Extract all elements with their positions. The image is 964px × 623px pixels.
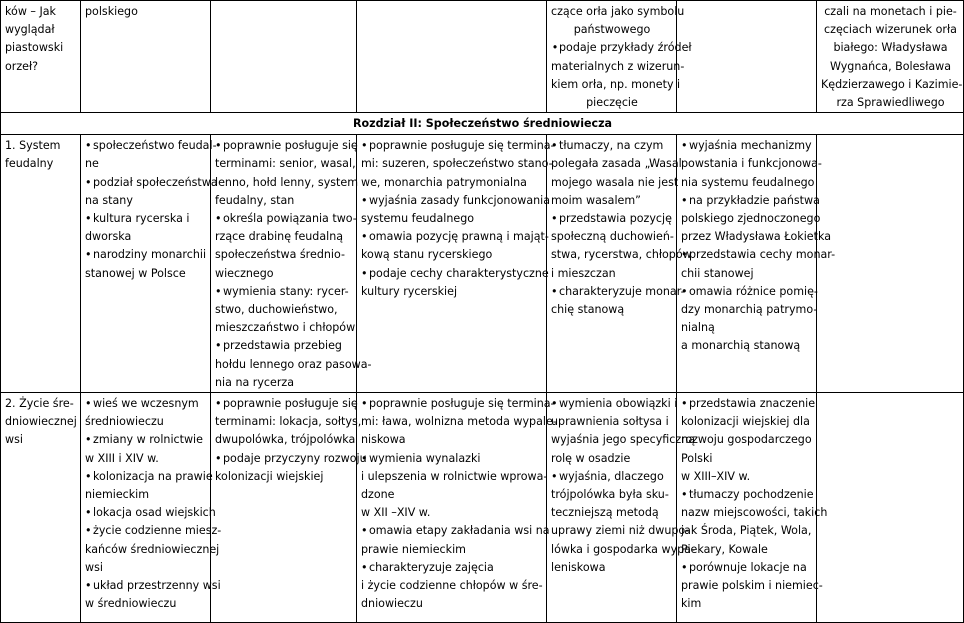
requirements-basic-cell bbox=[211, 135, 372, 393]
text-line: rzące drabinę feudalną bbox=[215, 230, 344, 244]
text-line: dzy monarchią patrymo- bbox=[681, 303, 818, 317]
text-line: mieszczaństwo i chłopów bbox=[215, 321, 356, 335]
text-line: czące orła jako symbolu bbox=[551, 5, 685, 18]
requirements-extended-cell bbox=[357, 393, 557, 623]
text-line: Wygnańca, Bolesława bbox=[829, 59, 952, 73]
text-line: wyjaśnia jego specyficzną bbox=[551, 433, 696, 447]
text-line: mojego wasala nie jest bbox=[551, 175, 679, 189]
bullet-item: • wyjaśnia zasady funkcjonowania bbox=[361, 192, 543, 210]
text-line: piastowski bbox=[5, 41, 64, 55]
text-line: wyglądał bbox=[5, 23, 55, 37]
text-line: rza Sprawiedliwego bbox=[836, 96, 945, 110]
bullet-item: • zmiany w rolnictwie bbox=[85, 431, 207, 449]
text-line: jak Środa, Piątek, Wola, bbox=[681, 524, 812, 538]
text-line: stwo, duchowieństwo, bbox=[215, 303, 338, 317]
text-line: Polski bbox=[681, 451, 713, 465]
bullet-item: • wyjaśnia mechanizmy bbox=[681, 137, 813, 155]
topic-cell bbox=[1, 1, 81, 113]
requirements-basic-cell bbox=[211, 1, 357, 113]
requirements-extended-cell bbox=[357, 135, 555, 393]
bullet-item: • omawia pozycję prawną i mająt- bbox=[361, 228, 543, 246]
text-line: w XIII–XIV w. bbox=[681, 469, 751, 483]
text-line: wiecznego bbox=[215, 266, 274, 280]
bullet-item: • lokacja osad wiejskich bbox=[85, 504, 207, 522]
text-line: kiem orła, np. monety i bbox=[551, 77, 681, 91]
bullet-item: • przedstawia pozycję bbox=[551, 210, 673, 228]
text-line: stanowej w Polsce bbox=[85, 266, 186, 280]
text-line: ków – Jak bbox=[5, 5, 56, 18]
bullet-item: • tłumaczy, na czym bbox=[551, 137, 673, 155]
text-line: lenno, hołd lenny, system bbox=[215, 175, 359, 189]
text-line: nia systemu feudalnego bbox=[681, 175, 815, 189]
text-line: wsi bbox=[85, 560, 103, 574]
bullet-item: • wymienia obowiązki i bbox=[551, 395, 673, 413]
text-line: systemu feudalnego bbox=[361, 212, 475, 226]
text-line: kolonizacji wiejskiej bbox=[215, 469, 324, 483]
text-line: chii stanowej bbox=[681, 266, 754, 280]
bullet-item: • tłumaczy pochodzenie bbox=[681, 486, 813, 504]
text-line: w średniowieczu bbox=[85, 597, 177, 611]
text-line: kową stanu rycerskiego bbox=[361, 248, 493, 262]
text-line: hołdu lennego oraz pasowa- bbox=[215, 357, 372, 371]
text-line: uprawy ziemi niż dwupo- bbox=[551, 524, 690, 538]
text-line: dniowieczu bbox=[361, 597, 423, 611]
text-line: polskiego zjednoczonego bbox=[681, 212, 821, 226]
text-line: i ulepszenia w rolnictwie wprowa- bbox=[361, 469, 548, 483]
text-line: Kędzierzawego i Kazimie- bbox=[821, 77, 963, 91]
bullet-item: • omawia etapy zakładania wsi na bbox=[361, 522, 543, 540]
bullet-item: • wymienia wynalazki bbox=[361, 450, 543, 468]
text-line: rolę w osadzie bbox=[551, 451, 631, 465]
text-line: nazw miejscowości, takich bbox=[681, 506, 828, 520]
bullet-item: • przedstawia przebieg bbox=[215, 337, 353, 355]
bullet-item: • określa powiązania two- bbox=[215, 210, 353, 228]
bullet-item: • podaje przyczyny rozwoju bbox=[215, 450, 353, 468]
text-line: nialną bbox=[681, 321, 715, 335]
bullet-item: • wyjaśnia, dlaczego bbox=[551, 468, 673, 486]
bullet-item: • wymienia stany: rycer- bbox=[215, 283, 353, 301]
text-line: we, monarchia patrymonialna bbox=[361, 175, 527, 189]
text-line: ne bbox=[85, 157, 99, 171]
text-line: moim wasalem” bbox=[551, 193, 641, 207]
text-line: kultury rycerskiej bbox=[361, 284, 458, 298]
text-line: w XIII i XIV w. bbox=[85, 451, 159, 465]
text-line: kolonizacji wiejskiej dla bbox=[681, 415, 810, 429]
text-line: białego: Władysława bbox=[833, 41, 948, 55]
bullet-item: • wieś we wczesnym bbox=[85, 395, 207, 413]
text-line: w XII –XIV w. bbox=[361, 506, 431, 520]
text-line: dniowiecznej bbox=[5, 415, 77, 429]
table-row-previous-topic bbox=[1, 1, 964, 113]
text-line: a monarchią stanową bbox=[681, 339, 801, 353]
requirements-full-cell bbox=[677, 135, 836, 393]
text-line: przez Władysława Łokietka bbox=[681, 230, 831, 244]
chapter-heading: Rozdział II: Społeczeństwo średniowiecza bbox=[1, 113, 964, 135]
text-line: średniowieczu bbox=[85, 415, 164, 429]
text-line: nia na rycerza bbox=[215, 375, 295, 389]
content-cell bbox=[81, 135, 218, 393]
requirements-basic-cell bbox=[211, 393, 367, 623]
text-line: lówka i gospodarka wypa- bbox=[551, 542, 695, 556]
content-cell bbox=[81, 1, 211, 113]
text-line: uprawnienia sołtysa i bbox=[551, 415, 669, 429]
bullet-item: • podaje przykłady źródeł bbox=[551, 39, 673, 57]
chapter-row bbox=[1, 113, 964, 135]
bullet-item: • poprawnie posługuje się bbox=[215, 395, 353, 413]
bullet-item: • kolonizacja na prawie bbox=[85, 468, 207, 486]
bullet-item: • charakteryzuje zajęcia bbox=[361, 559, 543, 577]
topic-cell bbox=[1, 393, 81, 623]
bullet-item: • narodziny monarchii bbox=[85, 246, 207, 264]
requirements-excellent-cell bbox=[817, 393, 964, 623]
text-line: dwupolówka, trójpolówka bbox=[215, 433, 356, 447]
text-line: mi: ława, wolnizna metoda wypale- bbox=[361, 415, 557, 429]
text-line: polegała zasada „Wasal bbox=[551, 157, 682, 171]
text-line: mi: suzeren, społeczeństwo stano- bbox=[361, 157, 553, 171]
requirements-excellent-cell bbox=[817, 1, 964, 113]
text-line: i mieszczan bbox=[551, 266, 616, 280]
text-line: czali na monetach i pie- bbox=[824, 5, 957, 18]
bullet-item: • poprawnie posługuje się termina- bbox=[361, 395, 543, 413]
table-row-feudal-system bbox=[1, 135, 964, 393]
text-line: społeczną duchowień- bbox=[551, 230, 674, 244]
text-line: teczniejszą metodą bbox=[551, 506, 659, 520]
text-line: powstania i funkcjonowa- bbox=[681, 157, 822, 171]
text-line: i życie codzienne chłopów w śre- bbox=[361, 579, 543, 593]
text-line: feudalny bbox=[5, 157, 54, 171]
topic-cell bbox=[1, 135, 81, 393]
text-line: kańców średniowiecznej bbox=[85, 542, 220, 556]
text-line: polskiego bbox=[85, 5, 138, 18]
text-line: leniskowa bbox=[551, 560, 606, 574]
bullet-item: • charakteryzuje monar- bbox=[551, 283, 673, 301]
requirements-full-cell bbox=[677, 1, 817, 113]
text-line: niemieckim bbox=[85, 488, 150, 502]
table-row-medieval-village bbox=[1, 393, 964, 623]
text-line: częciach wizerunek orła bbox=[824, 23, 957, 37]
text-line: wsi bbox=[5, 433, 23, 447]
text-line: 2. Życie śre- bbox=[5, 397, 74, 411]
requirements-advanced-cell bbox=[547, 1, 692, 113]
text-line: feudalny, stan bbox=[215, 193, 295, 207]
requirements-excellent-cell bbox=[817, 135, 964, 393]
bullet-item: • układ przestrzenny wsi bbox=[85, 577, 207, 595]
text-line: rozwoju gospodarczego bbox=[681, 433, 812, 447]
text-line: niskowa bbox=[361, 433, 406, 447]
text-line: stwa, rycerstwa, chłopów bbox=[551, 248, 692, 262]
bullet-item: • poprawnie posługuje się bbox=[215, 137, 353, 155]
text-line: kim bbox=[681, 597, 702, 611]
text-line: prawie niemieckim bbox=[361, 542, 466, 556]
bullet-item: • poprawnie posługuje się termina- bbox=[361, 137, 543, 155]
text-line: terminami: lokacja, sołtys, bbox=[215, 415, 362, 429]
text-line: dzone bbox=[361, 488, 395, 502]
bullet-item: • podział społeczeństwa bbox=[85, 174, 207, 192]
bullet-item: • kultura rycerska i bbox=[85, 210, 207, 228]
text-line: orzeł? bbox=[5, 59, 39, 73]
requirements-full-cell bbox=[677, 393, 828, 623]
bullet-item: • omawia różnice pomię- bbox=[681, 283, 813, 301]
text-line: Piekary, Kowale bbox=[681, 542, 768, 556]
text-line: społeczeństwa średnio- bbox=[215, 248, 345, 262]
bullet-item: • porównuje lokacje na bbox=[681, 559, 813, 577]
text-line: pieczęcie bbox=[586, 96, 638, 110]
text-line: państwowego bbox=[573, 23, 651, 37]
bullet-item: • społeczeństwo feudal- bbox=[85, 137, 207, 155]
bullet-item: • na przykładzie państwa bbox=[681, 192, 813, 210]
bullet-item: • przedstawia cechy monar- bbox=[681, 246, 813, 264]
text-line: na stany bbox=[85, 193, 133, 207]
content-cell bbox=[81, 393, 222, 623]
text-line: prawie polskim i niemiec- bbox=[681, 579, 823, 593]
text-line: chię stanową bbox=[551, 303, 625, 317]
bullet-item: • podaje cechy charakterystyczne bbox=[361, 265, 543, 283]
text-line: trójpolówka była sku- bbox=[551, 488, 669, 502]
bullet-item: • przedstawia znaczenie bbox=[681, 395, 813, 413]
bullet-item: • życie codzienne miesz- bbox=[85, 522, 207, 540]
text-line: terminami: senior, wasal, bbox=[215, 157, 356, 171]
text-line: dworska bbox=[85, 230, 132, 244]
requirements-advanced-cell bbox=[547, 135, 692, 393]
text-line: 1. System bbox=[5, 139, 61, 153]
text-line: materialnych z wizerun- bbox=[551, 59, 685, 73]
requirements-extended-cell bbox=[357, 1, 547, 113]
